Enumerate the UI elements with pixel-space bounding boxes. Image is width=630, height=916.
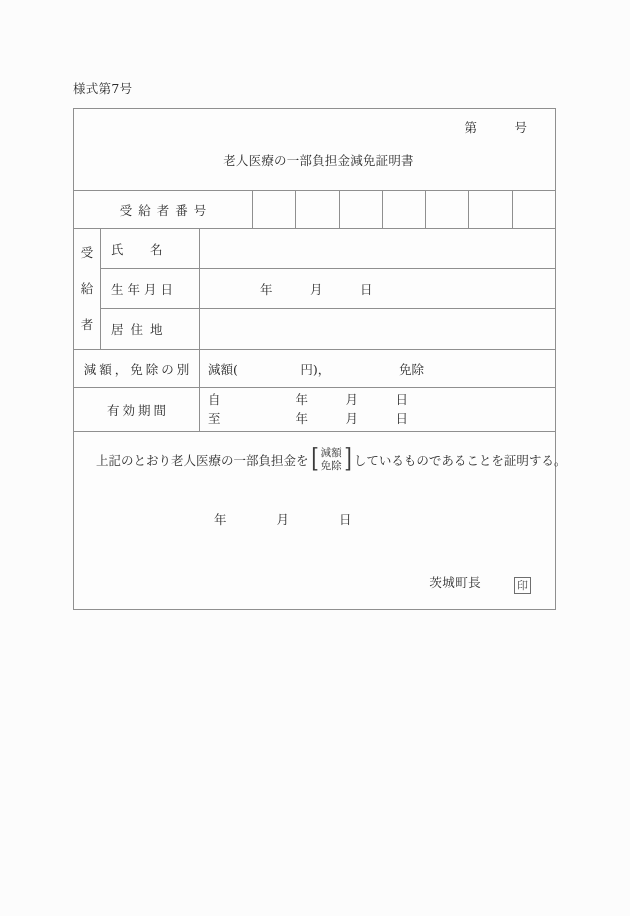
form-number: 様式第7号 [73,81,133,96]
recipient-birthdate-row [101,269,555,309]
recipient-name-label: 氏 名 [101,229,200,268]
document-title: 老人医療の一部負担金減免証明書 [223,153,414,168]
recipient-group-label-char: 給 [80,280,94,296]
recipient-number-cell[interactable] [513,191,555,228]
recipient-birthdate-label: 生年月日 [101,269,200,308]
recipient-number-cell[interactable] [383,191,426,228]
recipient-field-rows [101,229,555,349]
recipient-name-row [101,229,555,269]
recipient-number-cell[interactable] [253,191,296,228]
bracket-open-icon: [ [310,444,319,475]
reduction-type-value[interactable]: 減額( 円)， 免除 [208,361,425,377]
choice-options [320,447,343,473]
certification-date-field[interactable]: 年 月 日 [214,512,352,527]
reduction-type-row [74,350,555,388]
recipient-number-cell[interactable] [340,191,383,228]
certification-sentence-part2: しているものであることを証明する。 [353,452,567,468]
form-header-row [74,109,555,191]
seal-stamp-icon: 印 [514,577,531,594]
certification-sentence-part1: 上記のとおり老人医療の一部負担金を [96,452,309,468]
choice-option-reduction[interactable]: 減額 [320,447,342,459]
choice-option-exemption[interactable]: 免除 [320,459,342,472]
recipient-block [74,229,555,350]
recipient-number-cell[interactable] [296,191,339,228]
reduction-type-label: 減額，免除の別 [74,350,200,387]
validity-period-value[interactable] [200,388,555,431]
recipient-number-row [74,191,555,229]
signer-name: 茨城町長 [429,575,481,590]
document-number-field[interactable]: 第 号 [464,120,527,135]
validity-period-to: 至 年 月 日 [208,410,409,426]
recipient-name-value[interactable] [200,229,555,268]
recipient-address-label: 居住地 [101,309,200,349]
recipient-number-cell[interactable] [469,191,512,228]
recipient-number-cells [253,191,555,228]
recipient-group-label-char: 者 [80,316,94,332]
validity-period-row [74,388,555,432]
reduction-exemption-choice[interactable] [310,444,353,475]
validity-period-label: 有効期間 [74,388,200,431]
recipient-group-label-char: 受 [80,244,94,260]
validity-period-from: 自 年 月 日 [208,392,409,408]
certification-block [74,432,567,609]
certificate-form [73,108,567,610]
bracket-close-icon: ] [343,444,352,475]
recipient-address-value[interactable] [200,309,555,349]
recipient-address-row [101,309,555,349]
recipient-group-label [74,229,101,349]
recipient-number-cell[interactable] [426,191,469,228]
recipient-birthdate-value[interactable]: 年 月 日 [260,281,373,297]
recipient-number-label: 受給者番号 [74,191,253,228]
certification-sentence [96,444,567,475]
